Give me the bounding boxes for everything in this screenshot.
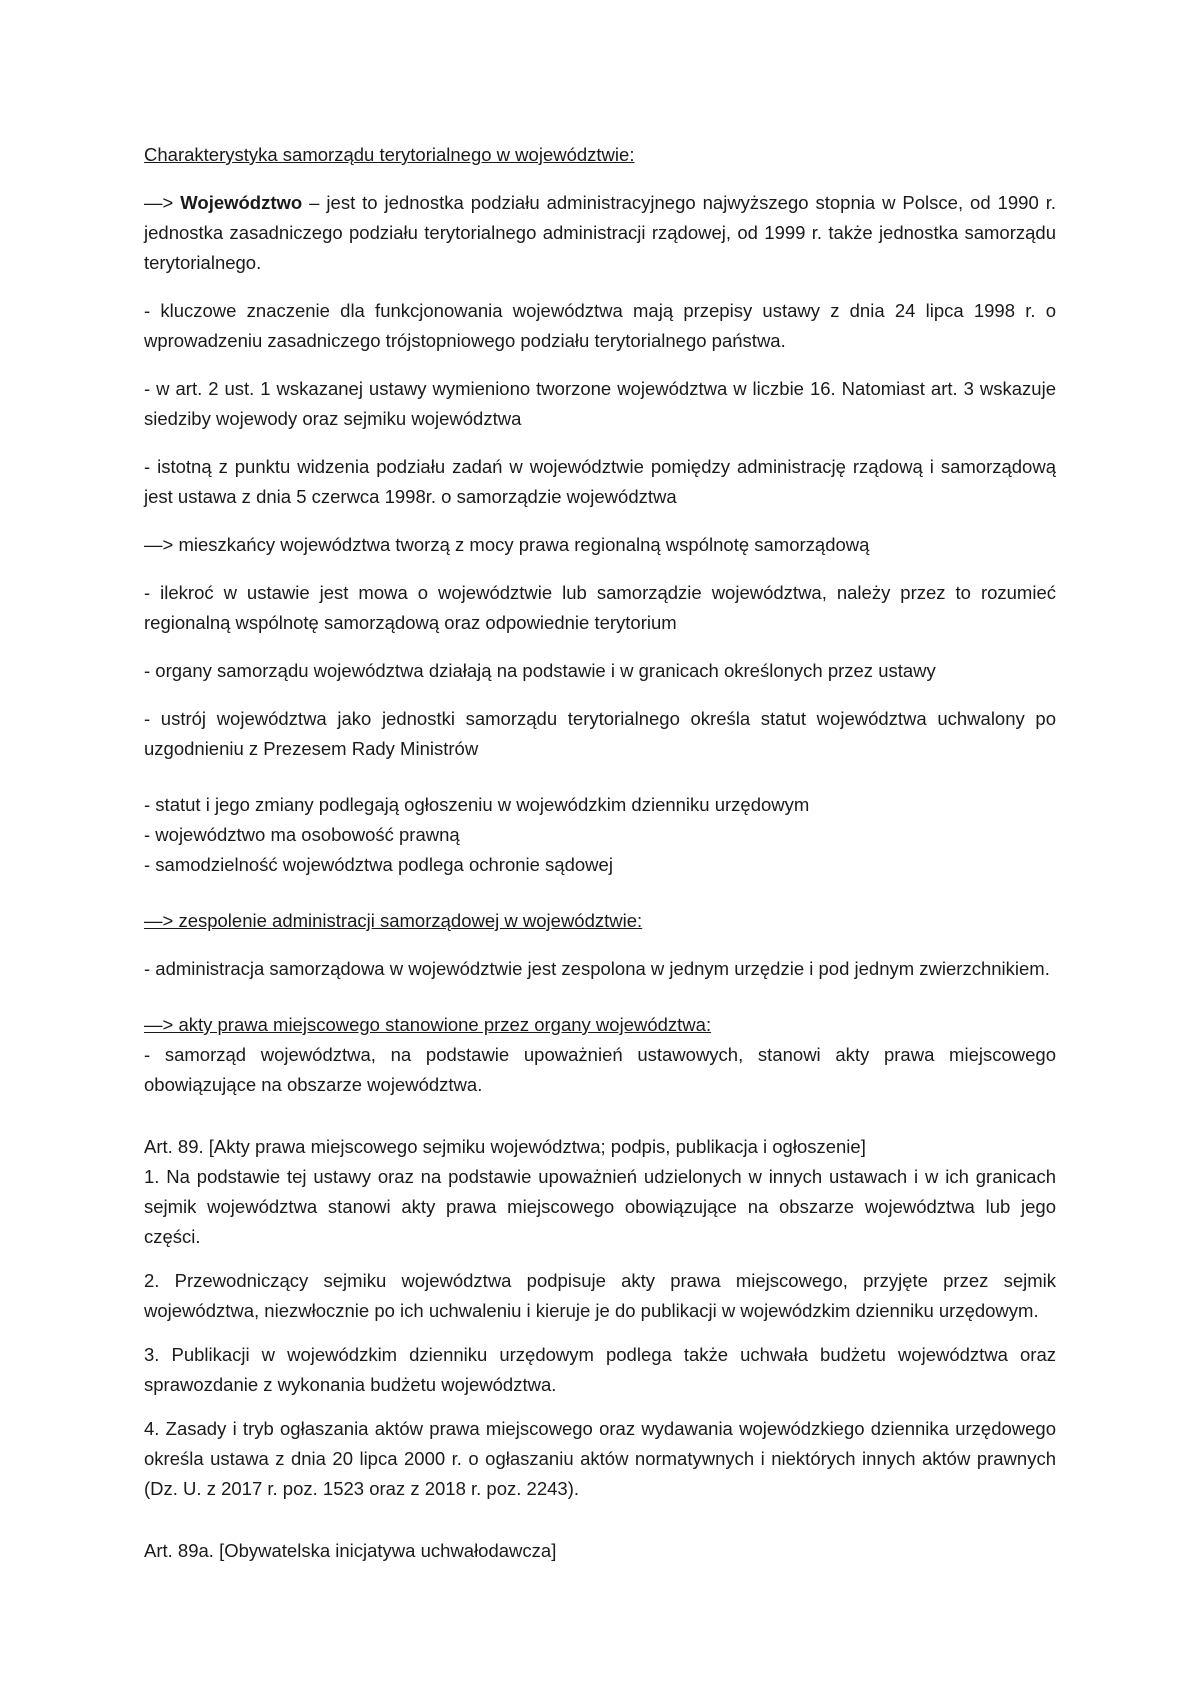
list-item: - samodzielność województwa podlega ochronie sądowej <box>144 854 613 875</box>
paragraph-organs: - organy samorządu województwa działają na podstawie i w granicach określonych przez ustawy <box>144 660 936 681</box>
section-title: Charakterystyka samorządu terytorialnego w województwie: <box>144 144 635 165</box>
arrow-marker: —> <box>144 192 181 213</box>
term-wojewodztwo: Województwo <box>180 192 303 213</box>
bullet-list <box>144 790 1056 880</box>
paragraph-division-of-tasks: - istotną z punktu widzenia podziału zadań w województwie pomiędzy administrację rządową i samorządową jest ustawa z dnia 5 czerwca 1998r. o samorządzie województwa <box>144 456 1056 507</box>
heading-zespolenie: —> zespolenie administracji samorządowej w województwie: <box>144 910 643 931</box>
paragraph-akty-prawa: - samorząd województwa, na podstawie upoważnień ustawowych, stanowi akty prawa miejscowego obowiązujące na obszarze województwa. <box>144 1044 1056 1095</box>
definition-text: – jest to jednostka podziału administracyjnego najwyższego stopnia w Polsce, od 1990 r. jednostka zasadniczego podziału terytorialnego administracji rządowej, od 1999 r. także jednostka samorządu terytorialnego. <box>144 192 1056 273</box>
paragraph-statute: - ustrój województwa jako jednostki samorządu terytorialnego określa statut województwa uchwalony po uzgodnieniu z Prezesem Rady Ministrów <box>144 708 1056 759</box>
paragraph-zespolenie: - administracja samorządowa w województwie jest zespolona w jednym urzędzie i pod jednym zwierzchnikiem. <box>144 958 1050 979</box>
paragraph-key-law: - kluczowe znaczenie dla funkcjonowania województwa mają przepisy ustawy z dnia 24 lipca 1998 r. o wprowadzeniu zasadniczego trójstopniowego podziału terytorialnego państwa. <box>144 300 1056 351</box>
art89-item-3: 3. Publikacji w wojewódzkim dzienniku urzędowym podlega także uchwała budżetu województwa oraz sprawozdanie z wykonania budżetu województwa. <box>144 1344 1056 1395</box>
list-item: - statut i jego zmiany podlegają ogłoszeniu w wojewódzkim dzienniku urzędowym <box>144 794 810 815</box>
paragraph-regional-community: —> mieszkańcy województwa tworzą z mocy prawa regionalną wspólnotę samorządową <box>144 534 870 555</box>
list-item: - województwo ma osobowość prawną <box>144 824 460 845</box>
heading-akty-prawa: —> akty prawa miejscowego stanowione przez organy województwa: <box>144 1014 712 1035</box>
paragraph-art2: - w art. 2 ust. 1 wskazanej ustawy wymieniono tworzone województwa w liczbie 16. Natomiast art. 3 wskazuje siedziby wojewody oraz sejmiku województwa <box>144 378 1056 429</box>
art89-heading: Art. 89. [Akty prawa miejscowego sejmiku województwa; podpis, publikacja i ogłoszenie] <box>144 1136 866 1157</box>
art89-item-4: 4. Zasady i tryb ogłaszania aktów prawa miejscowego oraz wydawania wojewódzkiego dziennika urzędowego określa ustawa z dnia 20 lipca 2000 r. o ogłaszaniu aktów normatywnych i niektórych innych aktów prawnych (Dz. U. z 2017 r. poz. 1523 oraz z 2018 r. poz. 2243). <box>144 1418 1056 1499</box>
art89a-heading: Art. 89a. [Obywatelska inicjatywa uchwałodawcza] <box>144 1540 557 1561</box>
paragraph-wojewodztwo-definition <box>144 188 1056 278</box>
document-page <box>144 140 1056 1566</box>
art89-item-2: 2. Przewodniczący sejmiku województwa podpisuje akty prawa miejscowego, przyjęte przez sejmik województwa, niezwłocznie po ich uchwaleniu i kieruje je do publikacji w wojewódzkim dzienniku urzędowym. <box>144 1270 1056 1321</box>
paragraph-definition-community: - ilekroć w ustawie jest mowa o województwie lub samorządzie województwa, należy przez to rozumieć regionalną wspólnotę samorządową oraz odpowiednie terytorium <box>144 582 1056 633</box>
art89-item-1: 1. Na podstawie tej ustawy oraz na podstawie upoważnień udzielonych w innych ustawach i w ich granicach sejmik województwa stanowi akty prawa miejscowego obowiązujące na obszarze województwa lub jego części. <box>144 1166 1056 1247</box>
